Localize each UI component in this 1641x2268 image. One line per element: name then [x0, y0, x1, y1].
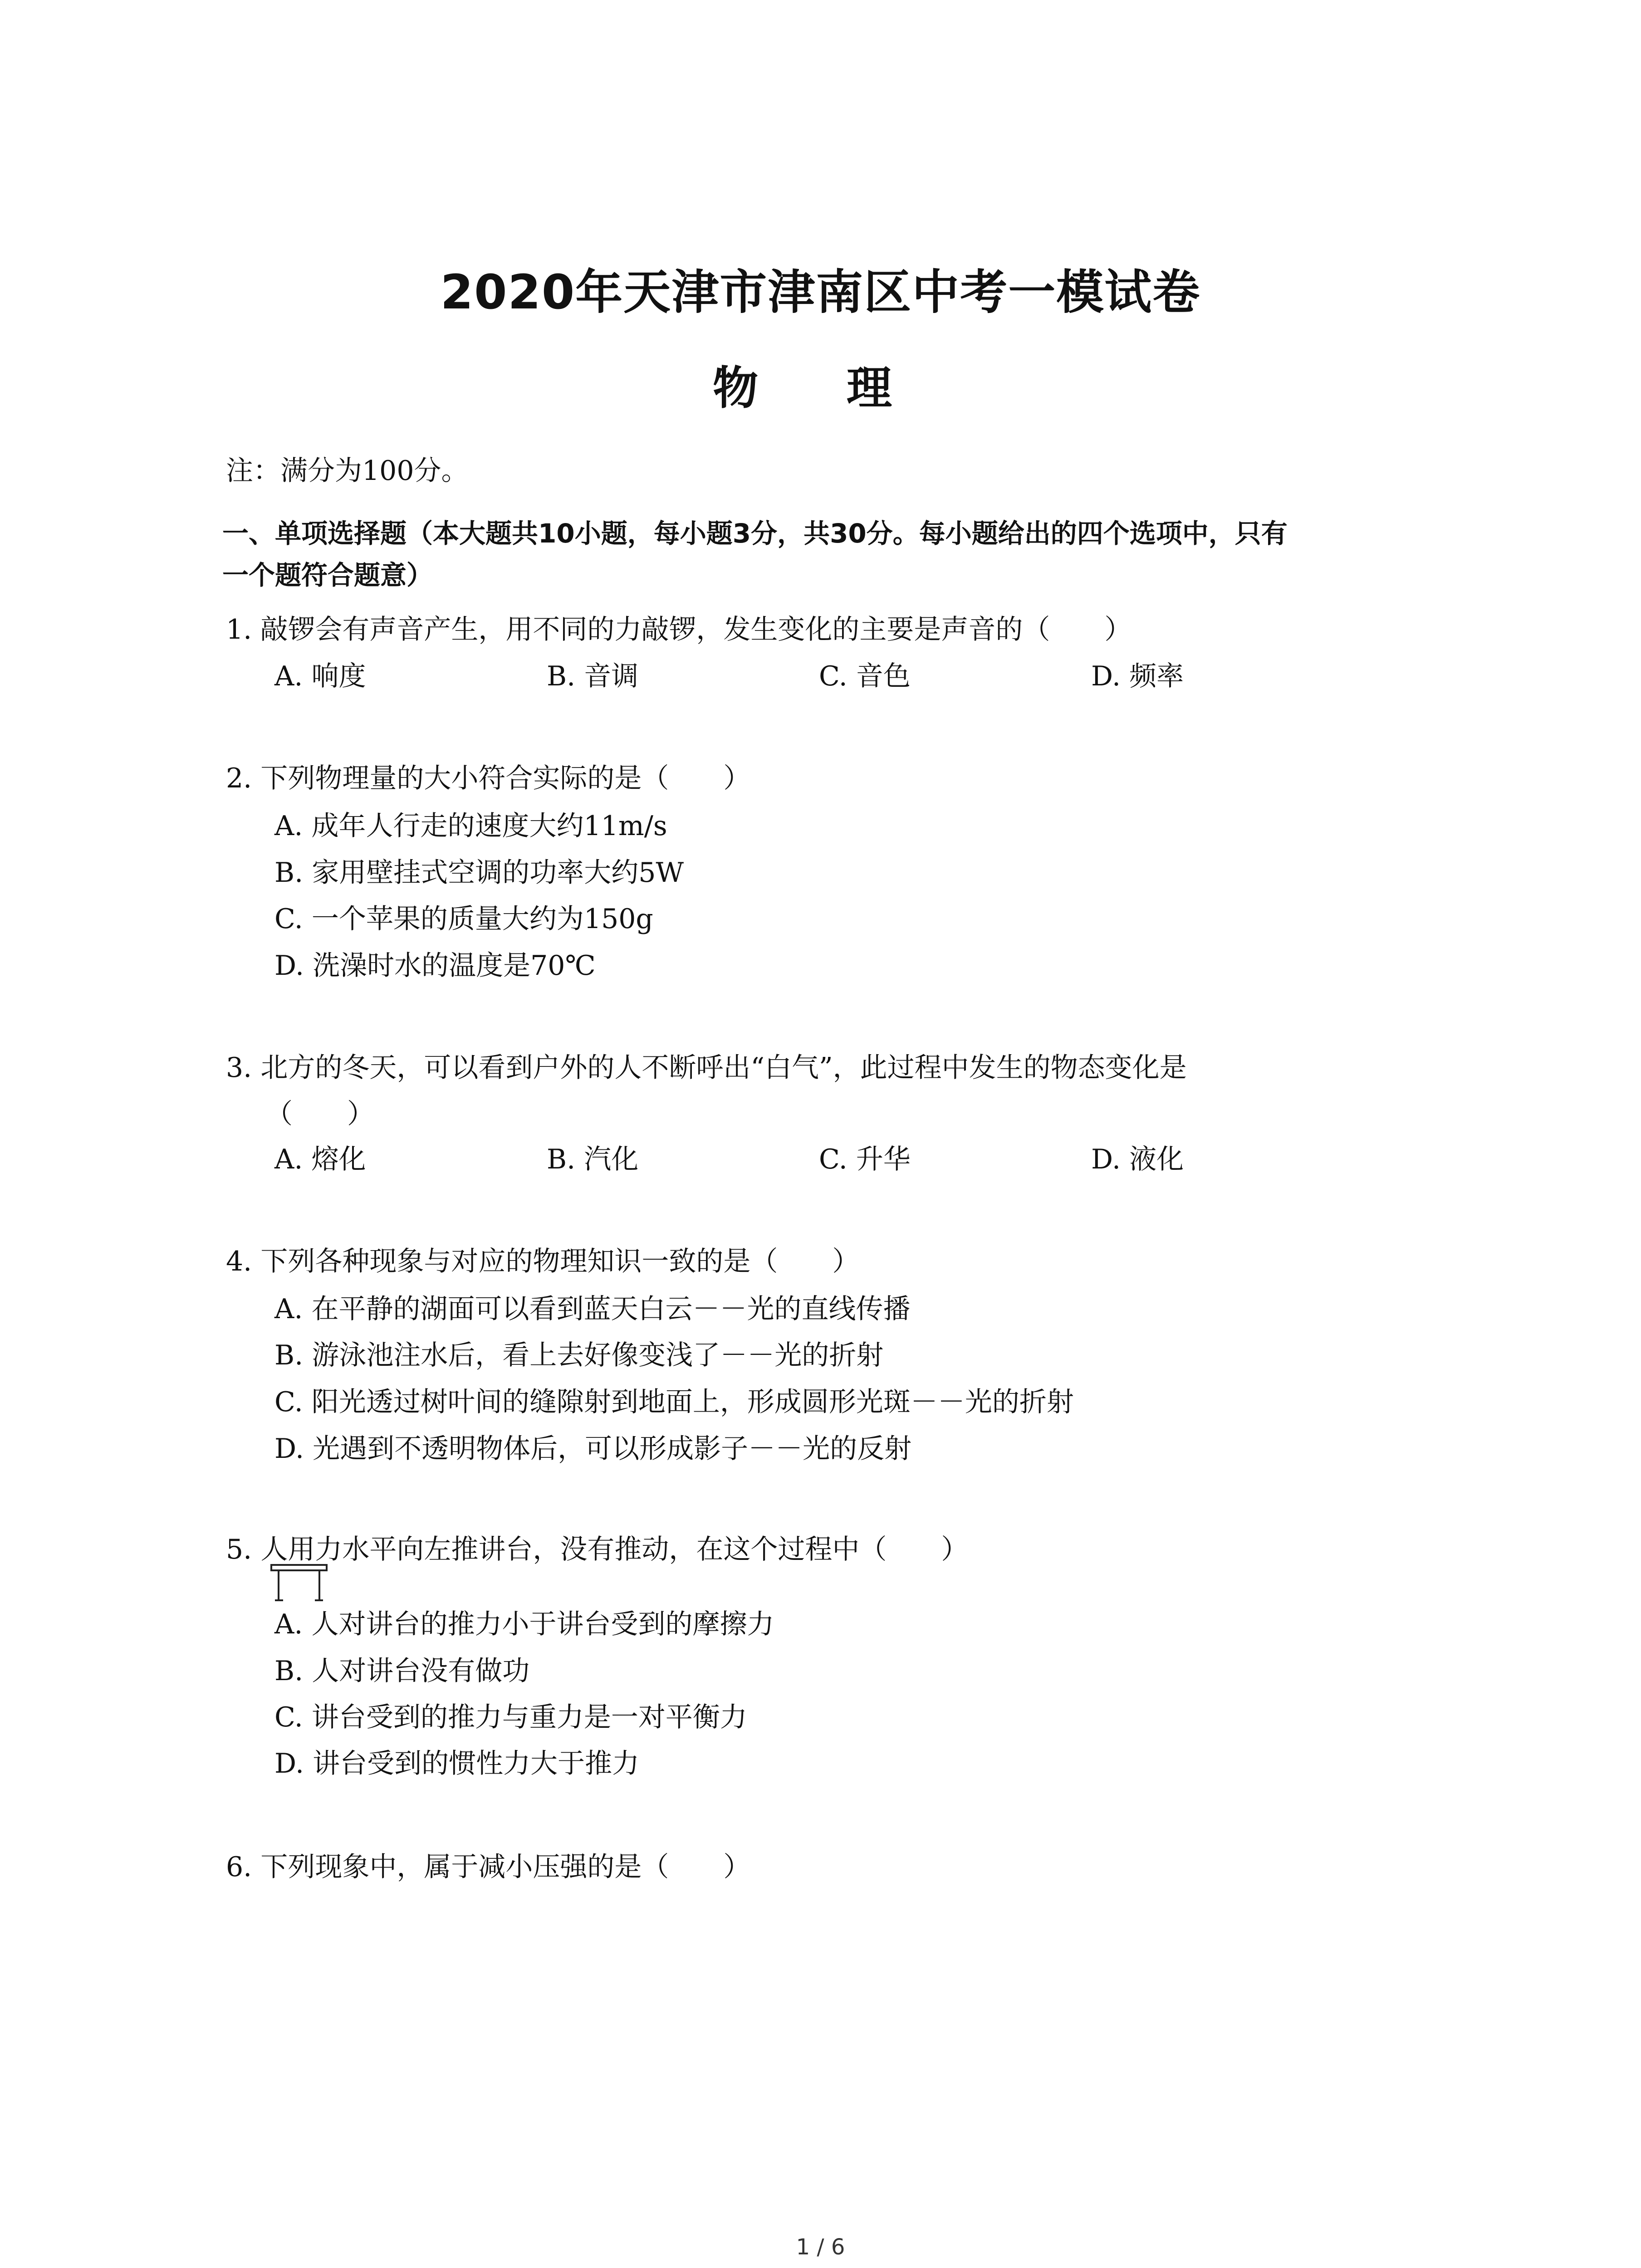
score-note: 注：满分为100分。 [226, 455, 469, 487]
question-3-stem-cont: （ ） [265, 1098, 374, 1130]
question-6-stem: 6. 下列现象中，属于减小压强的是（ ） [226, 1851, 751, 1883]
question-4-option-c: C. 阳光透过树叶间的缝隙射到地面上，形成圆形光斑－－光的折射 [274, 1386, 1074, 1418]
question-3-stem: 3. 北方的冬天，可以看到户外的人不断呼出“白气”，此过程中发生的物态变化是 [226, 1052, 1187, 1084]
question-1-option-d: D. 频率 [1091, 660, 1184, 692]
question-1-option-b: B. 音调 [547, 660, 639, 692]
question-5-option-d: D. 讲台受到的惯性力大于推力 [274, 1748, 640, 1779]
question-2-option-b: B. 家用壁挂式空调的功率大约5W [274, 857, 684, 889]
question-3-option-c: C. 升华 [819, 1144, 911, 1175]
question-4-option-a: A. 在平静的湖面可以看到蓝天白云－－光的直线传播 [274, 1293, 911, 1325]
question-2-stem: 2. 下列物理量的大小符合实际的是（ ） [226, 763, 751, 794]
page-title: 2020年天津市津南区中考一模试卷 [440, 264, 1201, 320]
question-5-stem: 5. 人用力水平向左推讲台，没有推动，在这个过程中（ ） [226, 1534, 969, 1565]
question-1-option-a: A. 响度 [274, 660, 366, 692]
question-5-option-a: A. 人对讲台的推力小于讲台受到的摩擦力 [274, 1608, 774, 1640]
section-heading-cont: 一个题符合题意） [222, 560, 433, 591]
question-3-option-b: B. 汽化 [547, 1144, 639, 1175]
question-1-stem: 1. 敲锣会有声音产生，用不同的力敲锣，发生变化的主要是声音的（ ） [226, 614, 1132, 645]
question-4-option-b: B. 游泳池注水后，看上去好像变浅了－－光的折射 [274, 1339, 884, 1371]
question-3-option-a: A. 熔化 [274, 1144, 366, 1175]
question-5-option-b: B. 人对讲台没有做功 [274, 1655, 530, 1687]
question-2-option-d: D. 洗澡时水的温度是70℃ [274, 950, 596, 982]
page-number: 1 / 6 [796, 2234, 845, 2260]
question-1-option-c: C. 音色 [819, 660, 911, 692]
question-4-option-d: D. 光遇到不透明物体后，可以形成影子－－光的反射 [274, 1433, 912, 1465]
subject-title: 物 理 [713, 362, 928, 415]
question-4-stem: 4. 下列各种现象与对应的物理知识一致的是（ ） [226, 1246, 860, 1277]
question-3-option-d: D. 液化 [1091, 1144, 1184, 1175]
lectern-figure [270, 1564, 328, 1601]
question-2-option-a: A. 成年人行走的速度大约11m/s [274, 810, 667, 842]
question-5-option-c: C. 讲台受到的推力与重力是一对平衡力 [274, 1701, 747, 1733]
section-heading: 一、单项选择题（本大题共10小题，每小题3分，共30分。每小题给出的四个选项中，只有 [222, 518, 1288, 549]
question-2-option-c: C. 一个苹果的质量大约为150g [274, 903, 653, 935]
